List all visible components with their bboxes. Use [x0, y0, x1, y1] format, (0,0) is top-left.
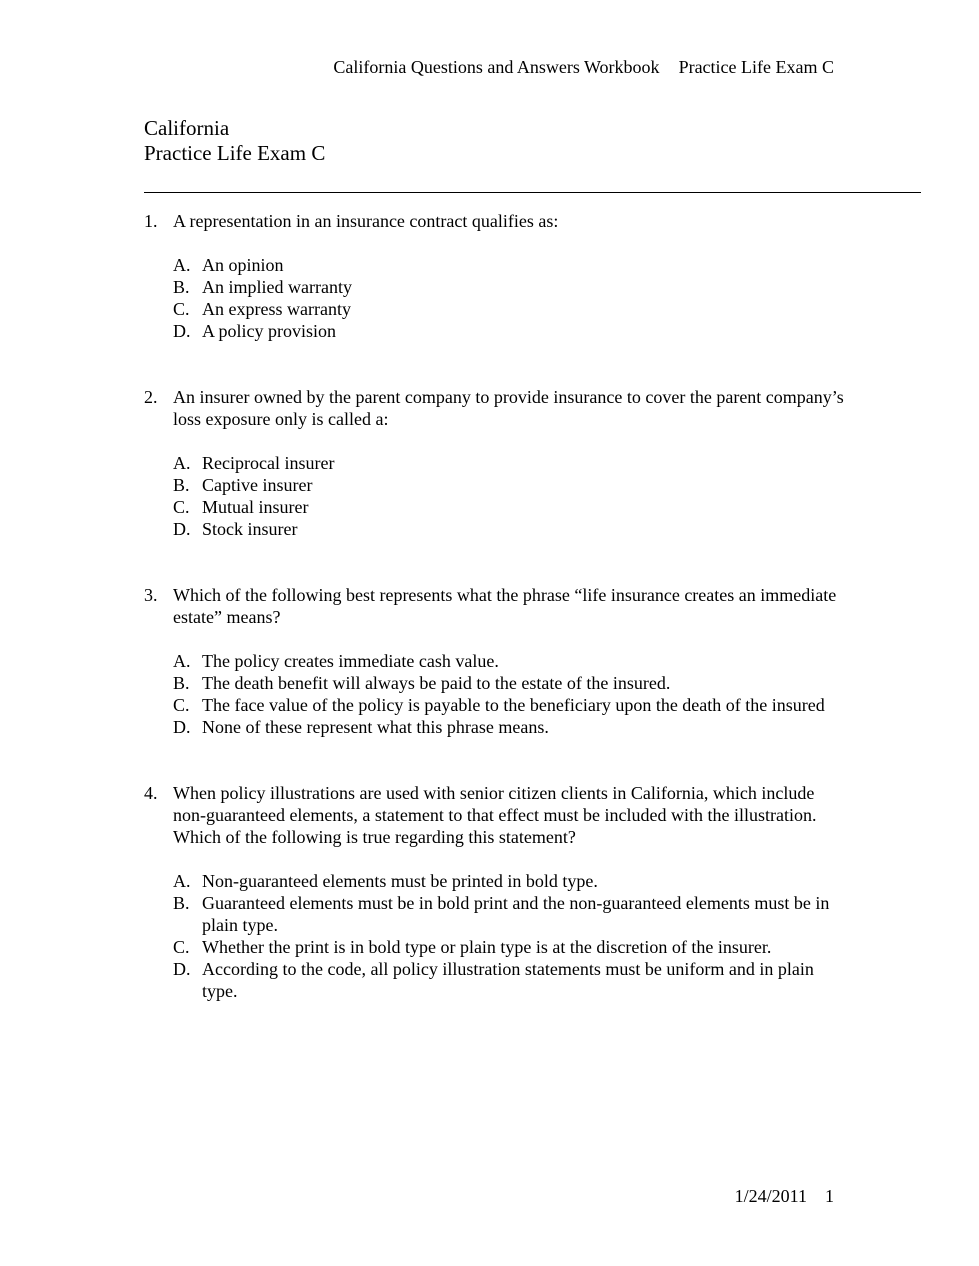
- answer-options: [144, 650, 844, 738]
- answer-option: [173, 320, 844, 342]
- question-number: 1.: [144, 211, 158, 231]
- answer-option: [173, 254, 844, 276]
- option-text: Guaranteed elements must be in bold print and the non-guaranteed elements must be in plain type.: [202, 893, 830, 935]
- question-text: An insurer owned by the parent company to provide insurance to cover the parent company’s loss exposure only is called a:: [173, 387, 844, 429]
- question-number: 4.: [144, 783, 158, 803]
- page-footer: [735, 1186, 834, 1207]
- option-letter: A.: [173, 453, 191, 473]
- question-1: [144, 210, 844, 342]
- document-title: [144, 116, 325, 166]
- option-letter: D.: [173, 519, 191, 539]
- question-text: Which of the following best represents what the phrase “life insurance creates an immediate estate” means?: [173, 585, 837, 627]
- option-text: A policy provision: [202, 321, 336, 341]
- option-text: The death benefit will always be paid to the estate of the insured.: [202, 673, 671, 693]
- answer-option: [173, 936, 844, 958]
- option-letter: C.: [173, 937, 190, 957]
- option-letter: A.: [173, 255, 191, 275]
- question-text: A representation in an insurance contract qualifies as:: [173, 211, 559, 231]
- question-number: 3.: [144, 585, 158, 605]
- page-number: 1: [825, 1186, 834, 1206]
- answer-option: [173, 892, 844, 936]
- option-letter: D.: [173, 959, 191, 979]
- option-text: The face value of the policy is payable to the beneficiary upon the death of the insured: [202, 695, 825, 715]
- option-letter: B.: [173, 475, 190, 495]
- option-letter: B.: [173, 893, 190, 913]
- question-number: 2.: [144, 387, 158, 407]
- answer-option: [173, 672, 844, 694]
- question-stem: [144, 210, 844, 232]
- title-state: California: [144, 116, 230, 140]
- option-text: Non-guaranteed elements must be printed in bold type.: [202, 871, 598, 891]
- option-letter: D.: [173, 717, 191, 737]
- option-text: Captive insurer: [202, 475, 313, 495]
- question-stem: [144, 782, 844, 848]
- header-exam-title: Practice Life Exam C: [678, 57, 834, 77]
- answer-option: [173, 474, 844, 496]
- question-3: [144, 584, 844, 738]
- answer-option: [173, 694, 844, 716]
- answer-option: [173, 452, 844, 474]
- header-workbook-title: California Questions and Answers Workbook: [333, 57, 660, 77]
- answer-option: [173, 650, 844, 672]
- option-letter: D.: [173, 321, 191, 341]
- answer-option: [173, 298, 844, 320]
- question-stem: [144, 386, 844, 430]
- question-stem: [144, 584, 844, 628]
- title-exam: Practice Life Exam C: [144, 141, 326, 165]
- option-text: Stock insurer: [202, 519, 298, 539]
- footer-date: 1/24/2011: [734, 1186, 807, 1206]
- answer-option: [173, 870, 844, 892]
- option-text: An opinion: [202, 255, 284, 275]
- option-text: None of these represent what this phrase means.: [202, 717, 549, 737]
- option-letter: A.: [173, 871, 191, 891]
- option-text: The policy creates immediate cash value.: [202, 651, 499, 671]
- option-letter: C.: [173, 695, 190, 715]
- question-text: When policy illustrations are used with senior citizen clients in California, which include non-guaranteed elements, a statement to that effect must be included with the illustration. Which of the following is true regarding this statement?: [173, 783, 817, 847]
- answer-option: [173, 496, 844, 518]
- page-header: [333, 57, 834, 78]
- option-letter: B.: [173, 673, 190, 693]
- option-text: An implied warranty: [202, 277, 352, 297]
- answer-option: [173, 958, 844, 1002]
- answer-options: [144, 870, 844, 1002]
- option-text: An express warranty: [202, 299, 351, 319]
- answer-options: [144, 452, 844, 540]
- option-text: According to the code, all policy illustration statements must be uniform and in plain type.: [202, 959, 814, 1001]
- answer-option: [173, 716, 844, 738]
- option-text: Whether the print is in bold type or plain type is at the discretion of the insurer.: [202, 937, 772, 957]
- option-text: Mutual insurer: [202, 497, 309, 517]
- option-letter: B.: [173, 277, 190, 297]
- answer-options: [144, 254, 844, 342]
- question-2: [144, 386, 844, 540]
- title-divider: [144, 192, 921, 193]
- answer-option: [173, 276, 844, 298]
- option-text: Reciprocal insurer: [202, 453, 335, 473]
- option-letter: C.: [173, 299, 190, 319]
- option-letter: C.: [173, 497, 190, 517]
- option-letter: A.: [173, 651, 191, 671]
- answer-option: [173, 518, 844, 540]
- question-4: [144, 782, 844, 1002]
- question-list: [144, 210, 844, 1046]
